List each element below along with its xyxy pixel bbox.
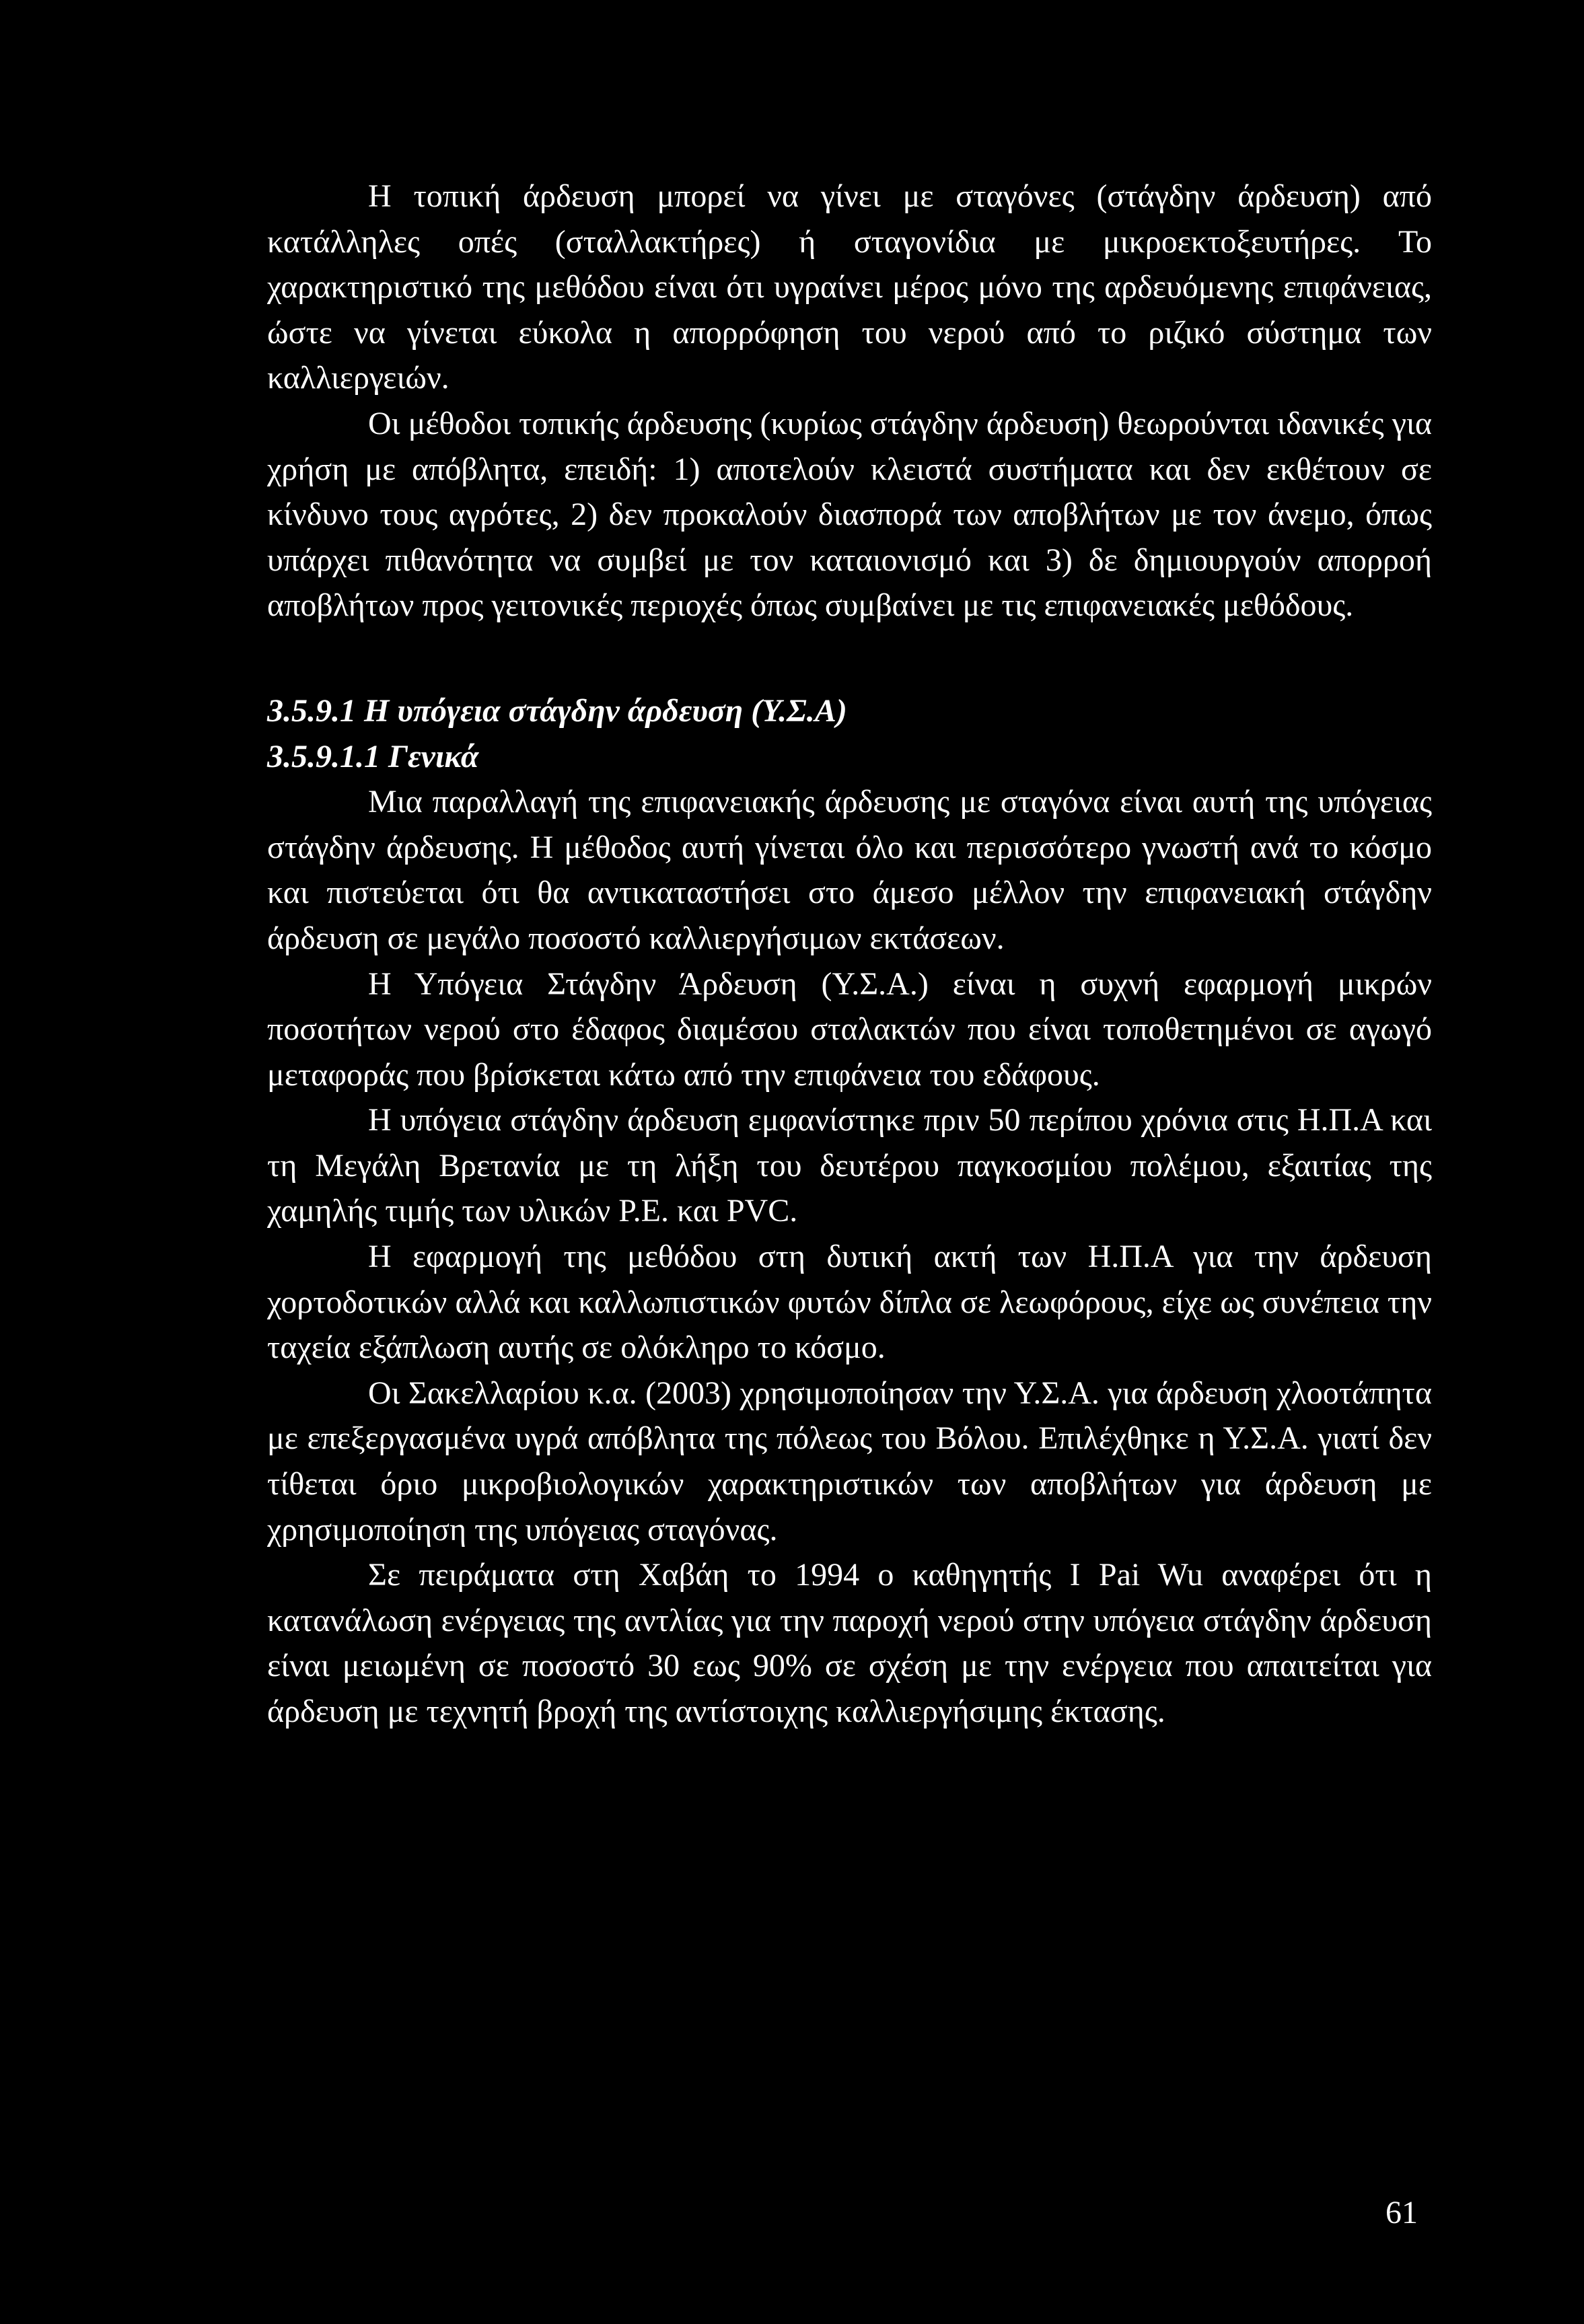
subsection-number: 3.5.9.1.1 (267, 738, 380, 774)
section-title: Η υπόγεια στάγδην άρδευση (Υ.Σ.Α) (364, 692, 847, 729)
paragraph-sdi-definition: Η Υπόγεια Στάγδην Άρδευση (Υ.Σ.Α.) είναι η συχνή εφαρμογή μικρών ποσοτήτων νερού στο έδαφος διαμέσου σταλακτών που είναι τοποθετημένοι σε αγωγό μεταφοράς που βρίσκεται κάτω από την επιφάνεια του εδάφους. (267, 966, 1432, 1093)
paragraph-local-irrigation: Η τοπική άρδευση μπορεί να γίνει με σταγόνες (στάγδην άρδευση) από κατάλληλες οπές (σταλλακτήρες) ή σταγονίδια με μικροεκτοξευτήρες. Το χαρακτηριστικό της μεθόδου είναι ότι υγραίνει μέρος μόνο της αρδευόμενης επιφάνειας, ώστε να γίνεται εύκολα η απορρόφηση του νερού από το ριζικό σύστημα των καλλιεργειών. (267, 178, 1432, 396)
section-heading (267, 688, 1432, 734)
paragraph-sdi-history: Η υπόγεια στάγδην άρδευση εμφανίστηκε πριν 50 περίπου χρόνια στις Η.Π.Α και τη Μεγάλη Βρετανία με τη λήξη του δευτέρου παγκοσμίου πολέμου, εξαιτίας της χαμηλής τιμής των υλικών Ρ.Ε. και PVC. (267, 1102, 1432, 1229)
subsection-title: Γενικά (388, 738, 479, 774)
paragraph-hawaii-experiments: Σε πειράματα στη Χαβάη το 1994 ο καθηγητής I Pai Wu αναφέρει ότι η κατανάλωση ενέργειας της αντλίας για την παροχή νερού στην υπόγεια στάγδην άρδευση είναι μειωμένη σε ποσοστό 30 εως 90% σε σχέση με την ενέργεια που απαιτείται για άρδευση με τεχνητή βροχή της αντίστοιχης καλλιεργήσιμης έκτασης. (267, 1557, 1432, 1729)
section-spacer (267, 628, 1432, 688)
page-body (267, 174, 1432, 1735)
paragraph-variant-subsurface: Μια παραλλαγή της επιφανειακής άρδευσης με σταγόνα είναι αυτή της υπόγειας στάγδην άρδευσης. Η μέθοδος αυτή γίνεται όλο και περισσότερο γνωστή ανά το κόσμο και πιστεύεται ότι θα αντικαταστήσει στο άμεσο μέλλον την επιφανειακή στάγδην άρδευση σε μεγάλο ποσοστό καλλιεργήσιμων εκτάσεων. (267, 784, 1432, 956)
paragraph-sdi-west-coast: Η εφαρμογή της μεθόδου στη δυτική ακτή των Η.Π.Α για την άρδευση χορτοδοτικών αλλά και καλλωπιστικών φυτών δίπλα σε λεωφόρους, είχε ως συνέπεια την ταχεία εξάπλωση αυτής σε ολόκληρο το κόσμο. (267, 1239, 1432, 1366)
paragraph-local-methods-wastewater: Οι μέθοδοι τοπικής άρδευσης (κυρίως στάγδην άρδευση) θεωρούνται ιδανικές για χρήση με απόβλητα, επειδή: 1) αποτελούν κλειστά συστήματα και δεν εκθέτουν σε κίνδυνο τους αγρότες, 2) δεν προκαλούν διασπορά των αποβλήτων με τον άνεμο, όπως υπάρχει πιθανότητα να συμβεί με τον καταιονισμό και 3) δε δημιουργούν απορροή αποβλήτων προς γειτονικές περιοχές όπως συμβαίνει με τις επιφανειακές μεθόδους. (267, 405, 1432, 624)
section-number: 3.5.9.1 (267, 692, 356, 729)
paragraph-sakellariou-study: Οι Σακελλαρίου κ.α. (2003) χρησιμοποίησαν την Υ.Σ.Α. για άρδευση χλοοτάπητα με επεξεργασμένα υγρά απόβλητα της πόλεως του Βόλου. Επιλέχθηκε η Υ.Σ.Α. γιατί δεν τίθεται όριο μικροβιολογικών χαρακτηριστικών των αποβλήτων για άρδευση με χρησιμοποίηση της υπόγειας σταγόνας. (267, 1375, 1432, 1548)
page-number: 61 (1385, 2195, 1418, 2230)
subsection-heading (267, 734, 1432, 780)
